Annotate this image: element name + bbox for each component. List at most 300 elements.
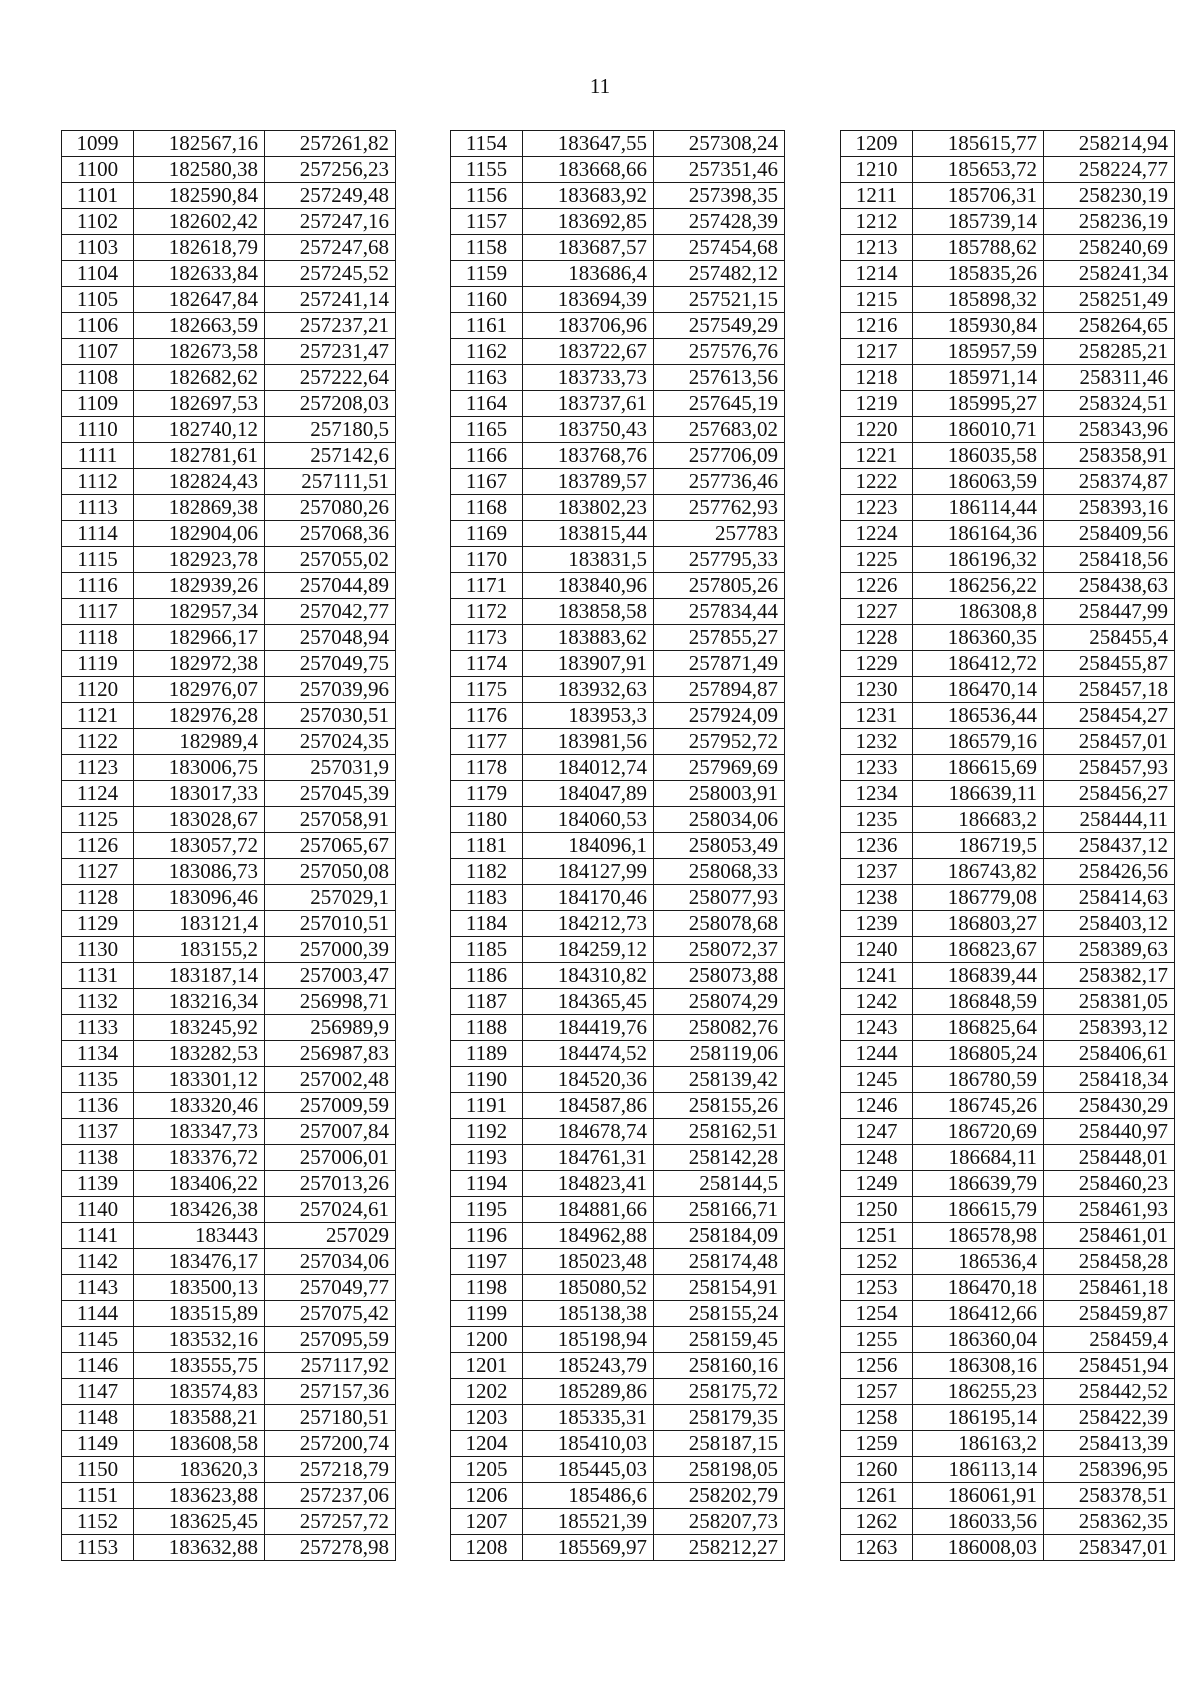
table-row	[62, 729, 396, 755]
y-coordinate-cell: 258393,16	[1044, 495, 1175, 521]
x-coordinate-cell: 183953,3	[523, 703, 654, 729]
point-number-cell: 1146	[62, 1353, 134, 1379]
y-coordinate-cell: 258214,94	[1044, 131, 1175, 157]
x-coordinate-cell: 183683,92	[523, 183, 654, 209]
x-coordinate-cell: 183687,57	[523, 235, 654, 261]
x-coordinate-cell: 186061,91	[913, 1483, 1044, 1509]
table-row	[62, 1223, 396, 1249]
y-coordinate-cell: 258077,93	[654, 885, 785, 911]
point-number-cell: 1183	[451, 885, 523, 911]
y-coordinate-cell: 257683,02	[654, 417, 785, 443]
table-row	[62, 1145, 396, 1171]
y-coordinate-cell: 258426,56	[1044, 859, 1175, 885]
y-coordinate-cell: 256989,9	[265, 1015, 396, 1041]
point-number-cell: 1116	[62, 573, 134, 599]
point-number-cell: 1178	[451, 755, 523, 781]
y-coordinate-cell: 258406,61	[1044, 1041, 1175, 1067]
x-coordinate-cell: 184761,31	[523, 1145, 654, 1171]
x-coordinate-cell: 182590,84	[134, 183, 265, 209]
table-row	[451, 703, 785, 729]
point-number-cell: 1199	[451, 1301, 523, 1327]
y-coordinate-cell: 257157,36	[265, 1379, 396, 1405]
y-coordinate-cell: 258418,34	[1044, 1067, 1175, 1093]
point-number-cell: 1180	[451, 807, 523, 833]
y-coordinate-cell: 257834,44	[654, 599, 785, 625]
y-coordinate-cell: 258160,16	[654, 1353, 785, 1379]
x-coordinate-cell: 183588,21	[134, 1405, 265, 1431]
x-coordinate-cell: 183017,33	[134, 781, 265, 807]
x-coordinate-cell: 186113,14	[913, 1457, 1044, 1483]
table-row	[62, 1457, 396, 1483]
table-row	[451, 859, 785, 885]
table-row	[451, 1223, 785, 1249]
table-row	[62, 1353, 396, 1379]
x-coordinate-cell: 184212,73	[523, 911, 654, 937]
point-number-cell: 1161	[451, 313, 523, 339]
point-number-cell: 1243	[841, 1015, 913, 1041]
table-row	[841, 313, 1175, 339]
table-row	[451, 443, 785, 469]
point-number-cell: 1224	[841, 521, 913, 547]
point-number-cell: 1217	[841, 339, 913, 365]
table-row	[62, 287, 396, 313]
point-number-cell: 1213	[841, 235, 913, 261]
point-number-cell: 1229	[841, 651, 913, 677]
table-row	[841, 807, 1175, 833]
x-coordinate-cell: 186615,69	[913, 755, 1044, 781]
point-number-cell: 1221	[841, 443, 913, 469]
x-coordinate-cell: 185971,14	[913, 365, 1044, 391]
y-coordinate-cell: 258154,91	[654, 1275, 785, 1301]
x-coordinate-cell: 183623,88	[134, 1483, 265, 1509]
point-number-cell: 1113	[62, 495, 134, 521]
y-coordinate-cell: 258159,45	[654, 1327, 785, 1353]
point-number-cell: 1246	[841, 1093, 913, 1119]
y-coordinate-cell: 258414,63	[1044, 885, 1175, 911]
table-row	[451, 885, 785, 911]
y-coordinate-cell: 258460,23	[1044, 1171, 1175, 1197]
point-number-cell: 1127	[62, 859, 134, 885]
x-coordinate-cell: 185835,26	[913, 261, 1044, 287]
point-number-cell: 1242	[841, 989, 913, 1015]
point-number-cell: 1110	[62, 417, 134, 443]
point-number-cell: 1201	[451, 1353, 523, 1379]
point-number-cell: 1228	[841, 625, 913, 651]
y-coordinate-cell: 257549,29	[654, 313, 785, 339]
x-coordinate-cell: 183692,85	[523, 209, 654, 235]
table-row	[62, 547, 396, 573]
point-number-cell: 1252	[841, 1249, 913, 1275]
y-coordinate-cell: 257024,35	[265, 729, 396, 755]
point-number-cell: 1174	[451, 651, 523, 677]
point-number-cell: 1125	[62, 807, 134, 833]
y-coordinate-cell: 257871,49	[654, 651, 785, 677]
point-number-cell: 1101	[62, 183, 134, 209]
x-coordinate-cell: 185486,6	[523, 1483, 654, 1509]
table-row	[62, 1327, 396, 1353]
table-row	[841, 573, 1175, 599]
x-coordinate-cell: 186256,22	[913, 573, 1044, 599]
table-row	[62, 1041, 396, 1067]
x-coordinate-cell: 183086,73	[134, 859, 265, 885]
x-coordinate-cell: 183301,12	[134, 1067, 265, 1093]
x-coordinate-cell: 182781,61	[134, 443, 265, 469]
x-coordinate-cell: 186615,79	[913, 1197, 1044, 1223]
x-coordinate-cell: 183376,72	[134, 1145, 265, 1171]
x-coordinate-cell: 182647,84	[134, 287, 265, 313]
x-coordinate-cell: 186684,11	[913, 1145, 1044, 1171]
table-row	[841, 1067, 1175, 1093]
y-coordinate-cell: 258072,37	[654, 937, 785, 963]
y-coordinate-cell: 257805,26	[654, 573, 785, 599]
y-coordinate-cell: 257111,51	[265, 469, 396, 495]
table-row	[841, 1483, 1175, 1509]
y-coordinate-cell: 257006,01	[265, 1145, 396, 1171]
point-number-cell: 1225	[841, 547, 913, 573]
table-row	[451, 1249, 785, 1275]
y-coordinate-cell: 258198,05	[654, 1457, 785, 1483]
point-number-cell: 1200	[451, 1327, 523, 1353]
table-row	[451, 469, 785, 495]
y-coordinate-cell: 258396,95	[1044, 1457, 1175, 1483]
x-coordinate-cell: 183768,76	[523, 443, 654, 469]
x-coordinate-cell: 182633,84	[134, 261, 265, 287]
x-coordinate-cell: 185445,03	[523, 1457, 654, 1483]
table-row	[841, 859, 1175, 885]
point-number-cell: 1212	[841, 209, 913, 235]
x-coordinate-cell: 186010,71	[913, 417, 1044, 443]
point-number-cell: 1205	[451, 1457, 523, 1483]
table-row	[451, 781, 785, 807]
table-row	[451, 1483, 785, 1509]
point-number-cell: 1206	[451, 1483, 523, 1509]
x-coordinate-cell: 185023,48	[523, 1249, 654, 1275]
y-coordinate-cell: 258264,65	[1044, 313, 1175, 339]
y-coordinate-cell: 258403,12	[1044, 911, 1175, 937]
point-number-cell: 1142	[62, 1249, 134, 1275]
table-row	[451, 1015, 785, 1041]
table-row	[841, 1405, 1175, 1431]
y-coordinate-cell: 257049,77	[265, 1275, 396, 1301]
table-row	[62, 1249, 396, 1275]
x-coordinate-cell: 182602,42	[134, 209, 265, 235]
y-coordinate-cell: 258358,91	[1044, 443, 1175, 469]
table-row	[451, 599, 785, 625]
y-coordinate-cell: 257218,79	[265, 1457, 396, 1483]
table-row	[841, 365, 1175, 391]
table-row	[841, 651, 1175, 677]
y-coordinate-cell: 258053,49	[654, 833, 785, 859]
table-row	[62, 625, 396, 651]
table-row	[62, 1379, 396, 1405]
x-coordinate-cell: 184962,88	[523, 1223, 654, 1249]
x-coordinate-cell: 183981,56	[523, 729, 654, 755]
table-row	[451, 521, 785, 547]
table-row	[62, 1171, 396, 1197]
point-number-cell: 1121	[62, 703, 134, 729]
x-coordinate-cell: 185410,03	[523, 1431, 654, 1457]
y-coordinate-cell: 257002,48	[265, 1067, 396, 1093]
table-row	[451, 209, 785, 235]
table-row	[451, 989, 785, 1015]
y-coordinate-cell: 258144,5	[654, 1171, 785, 1197]
x-coordinate-cell: 185569,97	[523, 1535, 654, 1561]
x-coordinate-cell: 185739,14	[913, 209, 1044, 235]
x-coordinate-cell: 183932,63	[523, 677, 654, 703]
table-row	[841, 1119, 1175, 1145]
point-number-cell: 1234	[841, 781, 913, 807]
x-coordinate-cell: 183320,46	[134, 1093, 265, 1119]
table-row	[62, 1093, 396, 1119]
point-number-cell: 1136	[62, 1093, 134, 1119]
point-number-cell: 1163	[451, 365, 523, 391]
point-number-cell: 1239	[841, 911, 913, 937]
table-row	[841, 261, 1175, 287]
table-row	[841, 1301, 1175, 1327]
x-coordinate-cell: 182966,17	[134, 625, 265, 651]
point-number-cell: 1254	[841, 1301, 913, 1327]
y-coordinate-cell: 257256,23	[265, 157, 396, 183]
y-coordinate-cell: 258447,99	[1044, 599, 1175, 625]
x-coordinate-cell: 183694,39	[523, 287, 654, 313]
y-coordinate-cell: 258119,06	[654, 1041, 785, 1067]
y-coordinate-cell: 257013,26	[265, 1171, 396, 1197]
x-coordinate-cell: 182663,59	[134, 313, 265, 339]
table-row	[62, 677, 396, 703]
x-coordinate-cell: 182989,4	[134, 729, 265, 755]
table-row	[62, 1483, 396, 1509]
y-coordinate-cell: 258459,4	[1044, 1327, 1175, 1353]
table-row	[451, 365, 785, 391]
x-coordinate-cell: 183347,73	[134, 1119, 265, 1145]
table-row	[451, 1145, 785, 1171]
x-coordinate-cell: 184012,74	[523, 755, 654, 781]
x-coordinate-cell: 184060,53	[523, 807, 654, 833]
x-coordinate-cell: 184365,45	[523, 989, 654, 1015]
y-coordinate-cell: 258207,73	[654, 1509, 785, 1535]
y-coordinate-cell: 258155,26	[654, 1093, 785, 1119]
x-coordinate-cell: 185706,31	[913, 183, 1044, 209]
table-row	[841, 1145, 1175, 1171]
point-number-cell: 1207	[451, 1509, 523, 1535]
table-row	[62, 937, 396, 963]
table-row	[451, 625, 785, 651]
point-number-cell: 1099	[62, 131, 134, 157]
x-coordinate-cell: 182673,58	[134, 339, 265, 365]
coordinate-table-1	[61, 130, 396, 1561]
point-number-cell: 1216	[841, 313, 913, 339]
y-coordinate-cell: 258409,56	[1044, 521, 1175, 547]
x-coordinate-cell: 185521,39	[523, 1509, 654, 1535]
table-row	[841, 1275, 1175, 1301]
point-number-cell: 1169	[451, 521, 523, 547]
point-number-cell: 1153	[62, 1535, 134, 1561]
table-row	[62, 963, 396, 989]
table-row	[451, 1067, 785, 1093]
table-row	[62, 1275, 396, 1301]
point-number-cell: 1218	[841, 365, 913, 391]
x-coordinate-cell: 186639,79	[913, 1171, 1044, 1197]
point-number-cell: 1253	[841, 1275, 913, 1301]
point-number-cell: 1258	[841, 1405, 913, 1431]
x-coordinate-cell: 185653,72	[913, 157, 1044, 183]
point-number-cell: 1105	[62, 287, 134, 313]
table-row	[62, 183, 396, 209]
x-coordinate-cell: 183608,58	[134, 1431, 265, 1457]
x-coordinate-cell: 182939,26	[134, 573, 265, 599]
x-coordinate-cell: 183096,46	[134, 885, 265, 911]
table-row	[451, 573, 785, 599]
x-coordinate-cell: 183883,62	[523, 625, 654, 651]
point-number-cell: 1247	[841, 1119, 913, 1145]
y-coordinate-cell: 257117,92	[265, 1353, 396, 1379]
point-number-cell: 1219	[841, 391, 913, 417]
point-number-cell: 1241	[841, 963, 913, 989]
table-row	[451, 911, 785, 937]
y-coordinate-cell: 257029,1	[265, 885, 396, 911]
x-coordinate-cell: 182976,28	[134, 703, 265, 729]
table-row	[451, 235, 785, 261]
x-coordinate-cell: 186825,64	[913, 1015, 1044, 1041]
y-coordinate-cell: 257952,72	[654, 729, 785, 755]
y-coordinate-cell: 258457,93	[1044, 755, 1175, 781]
x-coordinate-cell: 184520,36	[523, 1067, 654, 1093]
x-coordinate-cell: 186743,82	[913, 859, 1044, 885]
point-number-cell: 1227	[841, 599, 913, 625]
table-row	[62, 703, 396, 729]
point-number-cell: 1152	[62, 1509, 134, 1535]
page-number: 11	[589, 74, 611, 98]
point-number-cell: 1238	[841, 885, 913, 911]
y-coordinate-cell: 257762,93	[654, 495, 785, 521]
y-coordinate-cell: 257208,03	[265, 391, 396, 417]
point-number-cell: 1100	[62, 157, 134, 183]
y-coordinate-cell: 258166,71	[654, 1197, 785, 1223]
y-coordinate-cell: 257075,42	[265, 1301, 396, 1327]
y-coordinate-cell: 258458,28	[1044, 1249, 1175, 1275]
x-coordinate-cell: 182923,78	[134, 547, 265, 573]
y-coordinate-cell: 258455,4	[1044, 625, 1175, 651]
point-number-cell: 1168	[451, 495, 523, 521]
x-coordinate-cell: 183733,73	[523, 365, 654, 391]
y-coordinate-cell: 258068,33	[654, 859, 785, 885]
table-row	[841, 131, 1175, 157]
x-coordinate-cell: 182869,38	[134, 495, 265, 521]
x-coordinate-cell: 184587,86	[523, 1093, 654, 1119]
point-number-cell: 1190	[451, 1067, 523, 1093]
y-coordinate-cell: 258382,17	[1044, 963, 1175, 989]
x-coordinate-cell: 186536,44	[913, 703, 1044, 729]
table-row	[841, 417, 1175, 443]
x-coordinate-cell: 182682,62	[134, 365, 265, 391]
x-coordinate-cell: 186114,44	[913, 495, 1044, 521]
y-coordinate-cell: 258343,96	[1044, 417, 1175, 443]
y-coordinate-cell: 258240,69	[1044, 235, 1175, 261]
point-number-cell: 1215	[841, 287, 913, 313]
x-coordinate-cell: 182904,06	[134, 521, 265, 547]
point-number-cell: 1181	[451, 833, 523, 859]
x-coordinate-cell: 186196,32	[913, 547, 1044, 573]
y-coordinate-cell: 257065,67	[265, 833, 396, 859]
point-number-cell: 1160	[451, 287, 523, 313]
table-row	[451, 1093, 785, 1119]
y-coordinate-cell: 258459,87	[1044, 1301, 1175, 1327]
y-coordinate-cell: 258362,35	[1044, 1509, 1175, 1535]
point-number-cell: 1245	[841, 1067, 913, 1093]
table-row	[841, 625, 1175, 651]
point-number-cell: 1158	[451, 235, 523, 261]
x-coordinate-cell: 186823,67	[913, 937, 1044, 963]
point-number-cell: 1192	[451, 1119, 523, 1145]
table-row	[62, 885, 396, 911]
point-number-cell: 1220	[841, 417, 913, 443]
table-row	[451, 677, 785, 703]
table-row	[62, 1535, 396, 1561]
table-row	[62, 755, 396, 781]
x-coordinate-cell: 183574,83	[134, 1379, 265, 1405]
table-row	[841, 339, 1175, 365]
y-coordinate-cell: 257055,02	[265, 547, 396, 573]
x-coordinate-cell: 185243,79	[523, 1353, 654, 1379]
x-coordinate-cell: 183500,13	[134, 1275, 265, 1301]
y-coordinate-cell: 258139,42	[654, 1067, 785, 1093]
table-row	[841, 703, 1175, 729]
y-coordinate-cell: 257048,94	[265, 625, 396, 651]
point-number-cell: 1251	[841, 1223, 913, 1249]
x-coordinate-cell: 186470,14	[913, 677, 1044, 703]
table-row	[451, 807, 785, 833]
x-coordinate-cell: 183216,34	[134, 989, 265, 1015]
point-number-cell: 1129	[62, 911, 134, 937]
x-coordinate-cell: 186536,4	[913, 1249, 1044, 1275]
table-row	[62, 911, 396, 937]
y-coordinate-cell: 257245,52	[265, 261, 396, 287]
point-number-cell: 1156	[451, 183, 523, 209]
table-row	[62, 521, 396, 547]
y-coordinate-cell: 257231,47	[265, 339, 396, 365]
table-row	[451, 417, 785, 443]
y-coordinate-cell: 257308,24	[654, 131, 785, 157]
point-number-cell: 1137	[62, 1119, 134, 1145]
x-coordinate-cell: 186063,59	[913, 469, 1044, 495]
table-row	[451, 391, 785, 417]
point-number-cell: 1139	[62, 1171, 134, 1197]
point-number-cell: 1177	[451, 729, 523, 755]
y-coordinate-cell: 257576,76	[654, 339, 785, 365]
y-coordinate-cell: 257351,46	[654, 157, 785, 183]
y-coordinate-cell: 256987,83	[265, 1041, 396, 1067]
x-coordinate-cell: 183802,23	[523, 495, 654, 521]
table-row	[841, 443, 1175, 469]
table-row	[451, 495, 785, 521]
y-coordinate-cell: 257736,46	[654, 469, 785, 495]
x-coordinate-cell: 183632,88	[134, 1535, 265, 1561]
x-coordinate-cell: 183647,55	[523, 131, 654, 157]
point-number-cell: 1196	[451, 1223, 523, 1249]
x-coordinate-cell: 182618,79	[134, 235, 265, 261]
table-row	[841, 1431, 1175, 1457]
x-coordinate-cell: 186195,14	[913, 1405, 1044, 1431]
table-row	[451, 1535, 785, 1561]
table-row	[451, 1119, 785, 1145]
point-number-cell: 1159	[451, 261, 523, 287]
table-row	[841, 781, 1175, 807]
point-number-cell: 1112	[62, 469, 134, 495]
x-coordinate-cell: 186470,18	[913, 1275, 1044, 1301]
point-number-cell: 1235	[841, 807, 913, 833]
table-row	[841, 391, 1175, 417]
y-coordinate-cell: 257030,51	[265, 703, 396, 729]
